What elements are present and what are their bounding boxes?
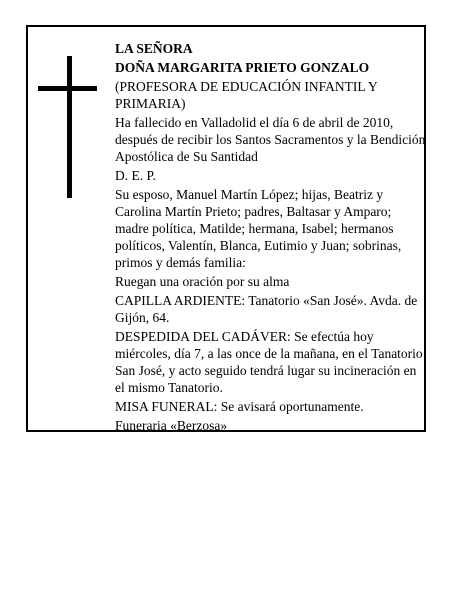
farewell-info: DESPEDIDA DEL CADÁVER: Se efectúa hoy miércoles, día 7, a las once de la mañana, en el Tanatorio San José, y acto seguido tendrá lugar su incineración en el mismo Tanatorio.: [115, 329, 423, 395]
family-list: Su esposo, Manuel Martín López; hijas, Beatriz y Carolina Martín Prieto; padres, Baltasar y Amparo; madre política, Matilde; hermana, Isabel; hermanos políticos, Valentín, Blanca, Eutimio y Juan; sobrinas, primos y demás familia:: [115, 187, 402, 270]
funeral-home: Funeraria «Berzosa»: [115, 418, 228, 433]
obituary-text: [115, 40, 428, 436]
deceased-profession: (PROFESORA DE EDUCACIÓN INFANTIL Y PRIMARIA): [115, 79, 378, 111]
obituary-notice: [26, 25, 426, 432]
deceased-name: DOÑA MARGARITA PRIETO GONZALO: [115, 60, 370, 75]
prayer-request: Ruegan una oración por su alma: [115, 274, 290, 289]
notice-title: LA SEÑORA: [115, 41, 193, 56]
chapel-info: CAPILLA ARDIENTE: Tanatorio «San José». Avda. de Gijón, 64.: [115, 293, 418, 325]
cross-vertical-bar: [67, 56, 72, 198]
death-notice: Ha fallecido en Valladolid el día 6 de abril de 2010, después de recibir los Santos Sacramentos y la Bendición Apostólica de Su Santidad: [115, 115, 426, 164]
funeral-mass-info: MISA FUNERAL: Se avisará oportunamente.: [115, 399, 364, 414]
rip-text: D. E. P.: [115, 168, 156, 183]
cross-horizontal-bar: [38, 86, 97, 91]
